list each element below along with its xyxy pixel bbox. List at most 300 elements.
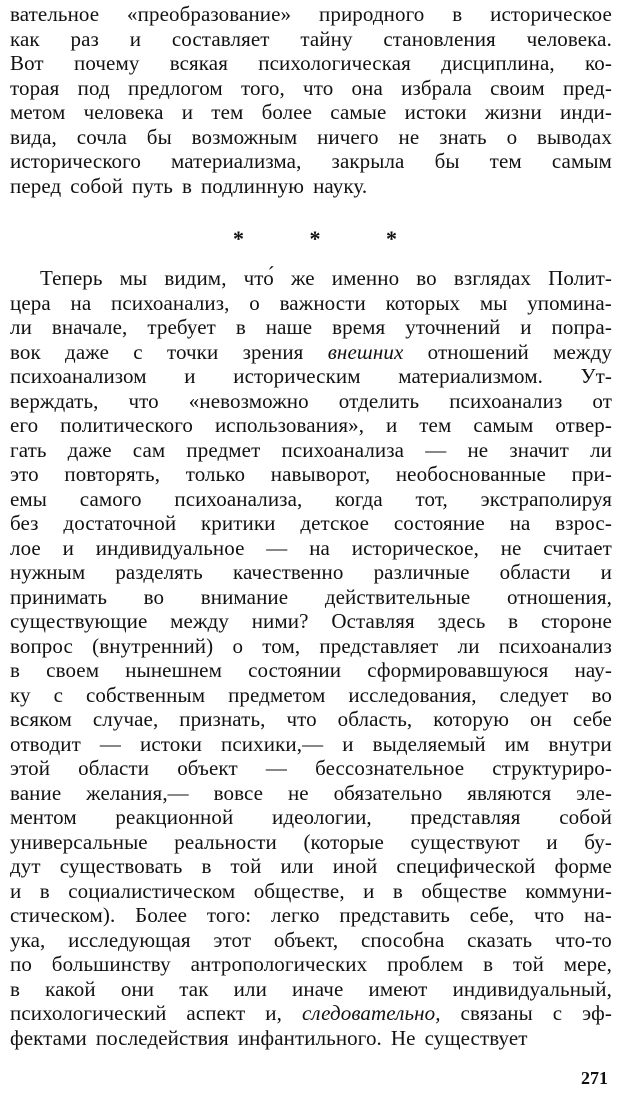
- word: обязательно: [333, 780, 443, 805]
- word: своем: [46, 658, 100, 682]
- word: взрос-: [555, 511, 612, 535]
- word: сам: [132, 437, 166, 462]
- word: по: [10, 952, 32, 976]
- word: точки: [166, 339, 219, 364]
- word: социалистическом: [68, 878, 236, 903]
- word: отвер-: [555, 413, 612, 437]
- text-line: [10, 2, 612, 27]
- word: на-: [584, 903, 612, 927]
- word: связаны: [460, 1001, 533, 1025]
- word: вок: [10, 339, 41, 364]
- word: этой: [10, 756, 51, 780]
- word: универсальные: [10, 829, 148, 854]
- word: уточнений: [405, 315, 501, 339]
- word: самым: [473, 413, 534, 437]
- word: человека: [83, 100, 164, 124]
- word: стическом).: [10, 903, 116, 927]
- word: на: [70, 290, 92, 315]
- text-line: [10, 487, 612, 512]
- word: использования»,: [214, 413, 365, 437]
- word: бы: [434, 149, 460, 173]
- text-line: [10, 1001, 612, 1026]
- word: же: [290, 266, 315, 290]
- word: вание: [10, 780, 62, 805]
- word: и: [600, 560, 612, 584]
- word: принимать: [10, 584, 108, 609]
- word: с: [53, 682, 64, 707]
- word: инфантильного.: [237, 1025, 382, 1050]
- word: коммуни-: [525, 878, 612, 903]
- text-line: [10, 854, 612, 879]
- text-line: [10, 27, 612, 52]
- word: существует: [424, 1025, 528, 1050]
- word: мере,: [563, 952, 612, 976]
- word: материализмом.: [398, 364, 543, 388]
- word: путь: [132, 173, 173, 198]
- word: внешних: [327, 339, 404, 364]
- word: требует: [147, 315, 216, 339]
- word: ними?: [251, 609, 309, 633]
- word: области: [499, 560, 571, 584]
- word: или: [280, 854, 314, 878]
- word: природного: [319, 2, 425, 26]
- section-separator: * * *: [233, 226, 427, 251]
- word: эф-: [582, 1001, 612, 1025]
- word: что-то: [554, 927, 612, 952]
- word: состоянии: [248, 658, 342, 682]
- word: взглядах: [453, 266, 532, 290]
- word: психоанализ: [449, 388, 563, 413]
- word: сформировавшуюся: [367, 658, 549, 682]
- word: составляет: [171, 26, 270, 51]
- word: стороне: [540, 609, 612, 633]
- word: ли: [10, 315, 32, 339]
- word: тем: [211, 100, 244, 124]
- word: форме: [554, 854, 612, 878]
- word: тем: [489, 149, 522, 173]
- word: даже: [67, 437, 112, 462]
- word: во: [416, 266, 437, 290]
- word: тот,: [415, 486, 448, 511]
- word: вательное: [10, 2, 100, 26]
- text-line: [10, 609, 612, 634]
- text-line: [10, 536, 612, 561]
- word: бы: [146, 124, 172, 149]
- word: пред-: [562, 75, 612, 100]
- word: лое: [10, 535, 41, 560]
- word: иной: [332, 854, 378, 878]
- word: раз: [70, 26, 99, 51]
- word: от: [592, 388, 612, 413]
- word: идеологии,: [272, 805, 372, 829]
- word: в: [508, 609, 519, 633]
- word: ли: [590, 437, 612, 462]
- word: метом: [10, 100, 66, 124]
- word: внимание: [200, 584, 289, 609]
- word: не: [398, 124, 420, 149]
- text-line: [10, 511, 612, 536]
- text-line: [10, 266, 612, 291]
- word: той: [512, 952, 544, 976]
- word: психики,—: [221, 731, 324, 756]
- word: зрения: [242, 339, 304, 364]
- word: (внутренний): [92, 633, 214, 658]
- word: обществе,: [253, 878, 345, 903]
- word: и: [363, 878, 375, 903]
- word: им: [504, 731, 530, 756]
- word: разделять: [115, 560, 203, 584]
- text-line: [10, 76, 612, 101]
- word: на: [309, 535, 330, 560]
- word: представляет: [319, 633, 439, 658]
- word: знать: [439, 124, 487, 149]
- word: вопрос: [10, 633, 73, 658]
- text-line: [10, 830, 612, 855]
- word: —: [99, 731, 121, 756]
- word: почему: [73, 51, 140, 75]
- word: самым: [551, 149, 612, 173]
- word: его: [10, 413, 39, 437]
- word: последействия: [95, 1025, 229, 1050]
- word: объект,: [273, 927, 339, 952]
- word: навыворот,: [270, 462, 371, 486]
- word: именно: [331, 266, 400, 290]
- word: собой: [70, 173, 124, 198]
- word: Ут-: [580, 364, 612, 388]
- word: в: [10, 976, 21, 1001]
- word: верждать,: [10, 388, 99, 413]
- word: тайну: [300, 26, 353, 51]
- word: «невозможно: [188, 388, 309, 413]
- word: критики: [200, 511, 276, 535]
- text-line: [10, 658, 612, 683]
- word: в: [483, 952, 494, 976]
- word: бу-: [584, 829, 612, 854]
- word: выделяемый: [372, 731, 486, 756]
- word: психоанализа,: [174, 486, 303, 511]
- word: человека.: [526, 26, 612, 51]
- word: необоснованные: [395, 462, 546, 486]
- text-line: [10, 413, 612, 438]
- word: без: [10, 511, 39, 535]
- word: о: [232, 633, 244, 658]
- word: торая: [10, 75, 60, 100]
- word: эле-: [576, 780, 612, 805]
- word: выводах: [537, 124, 612, 149]
- word: исследования,: [348, 682, 477, 707]
- word: область,: [337, 707, 413, 731]
- word: Вот: [10, 51, 44, 75]
- word: Более: [135, 903, 188, 927]
- word: и: [386, 413, 398, 437]
- word: не: [467, 437, 489, 462]
- word: внутри: [548, 731, 612, 756]
- word: науку.: [313, 173, 368, 198]
- word: что: [128, 388, 159, 413]
- word: психоанализом: [10, 364, 147, 388]
- word: себе: [572, 707, 612, 731]
- word: отделить: [338, 388, 420, 413]
- text-line: [10, 340, 612, 365]
- word: самые: [330, 100, 387, 124]
- word: области: [78, 756, 150, 780]
- word: собой: [559, 805, 612, 829]
- word: существуют: [410, 829, 520, 854]
- word: ку: [10, 682, 31, 707]
- word: себе,: [469, 903, 515, 927]
- word: Полит-: [548, 266, 612, 290]
- word: и: [520, 315, 532, 339]
- word: нужным: [10, 560, 86, 584]
- word: и,: [265, 1001, 282, 1025]
- word: с: [552, 1001, 563, 1025]
- text-line: [10, 732, 612, 757]
- word: избрала: [401, 75, 472, 100]
- word: достаточной: [63, 511, 177, 535]
- word: специфической: [396, 854, 536, 878]
- word: (которые: [303, 829, 384, 854]
- word: том,: [262, 633, 301, 658]
- word: психоанализ,: [110, 290, 230, 315]
- word: и: [62, 535, 74, 560]
- word: историческим: [233, 364, 361, 388]
- word: попра-: [551, 315, 612, 339]
- word: психологический: [10, 1001, 167, 1025]
- word: между: [170, 609, 229, 633]
- word: в: [235, 315, 246, 339]
- word: предлогом: [127, 75, 223, 100]
- page-number: 271: [581, 1068, 608, 1088]
- text-line: [10, 805, 612, 830]
- word: даже: [65, 339, 110, 364]
- word: закрыла: [331, 149, 405, 173]
- word: существовать: [59, 854, 183, 878]
- word: сказать: [467, 927, 533, 952]
- word: проблем: [387, 952, 464, 976]
- text-line: [10, 585, 612, 610]
- word: Оставляя: [331, 609, 415, 633]
- word: так: [179, 976, 209, 1001]
- word: что: [303, 75, 334, 100]
- word: «преобразование»: [127, 2, 292, 26]
- text-line: [10, 100, 612, 125]
- word: и: [546, 829, 558, 854]
- text-line: [10, 634, 612, 659]
- word: индивидуальное: [95, 535, 245, 560]
- word: имеют: [368, 976, 428, 1001]
- word: упомина-: [527, 290, 612, 315]
- word: психоанализ: [498, 633, 612, 658]
- word: представить: [339, 903, 450, 927]
- text-line: [10, 707, 612, 732]
- word: аспект: [186, 1001, 246, 1025]
- word: дисциплина,: [441, 51, 555, 75]
- word: важности: [279, 290, 366, 315]
- word: вовсе: [213, 780, 264, 805]
- word: ли: [457, 633, 480, 658]
- word: они: [120, 976, 155, 1001]
- text-line: [10, 683, 612, 708]
- text-line: [10, 462, 612, 487]
- text-line: [10, 315, 612, 340]
- text-line: [10, 389, 612, 414]
- word: под: [77, 75, 110, 100]
- word: считает: [543, 535, 612, 560]
- word: в: [10, 658, 21, 682]
- word: большинству: [51, 952, 171, 976]
- word: становления: [383, 26, 496, 51]
- word: вначале,: [51, 315, 128, 339]
- word: и: [129, 26, 142, 51]
- word: она: [351, 75, 383, 100]
- word: гать: [10, 437, 47, 462]
- word: возможным: [191, 124, 298, 149]
- word: исторического: [10, 149, 141, 173]
- word: ничего: [317, 124, 379, 149]
- word: при-: [571, 462, 612, 486]
- word: вида,: [10, 124, 57, 149]
- word: или: [233, 976, 267, 1001]
- word: предметом: [228, 682, 326, 707]
- word: объект: [177, 756, 238, 780]
- word: психологическая: [258, 51, 411, 75]
- word: в: [181, 173, 192, 198]
- word: жизни: [484, 100, 542, 124]
- text-line: [10, 756, 612, 781]
- word: тем: [419, 413, 452, 437]
- word: цера: [10, 290, 51, 315]
- text-line: [10, 977, 612, 1002]
- word: подлинную: [200, 173, 305, 198]
- word: на: [509, 511, 531, 535]
- word: когда: [335, 486, 383, 511]
- word: легко: [271, 903, 320, 927]
- word: которых: [385, 290, 461, 315]
- word: политического: [60, 413, 194, 437]
- word: обществе: [421, 878, 507, 903]
- text-line: [10, 928, 612, 953]
- word: признать,: [179, 707, 266, 731]
- word: самого: [79, 486, 142, 511]
- word: психоанализа: [281, 437, 405, 462]
- word: что: [533, 903, 565, 927]
- word: не: [500, 535, 522, 560]
- word: предмет: [186, 437, 261, 462]
- word: отношения,: [506, 584, 612, 609]
- word: собственным: [86, 682, 206, 707]
- word: ука,: [10, 927, 46, 952]
- word: реальности: [174, 829, 277, 854]
- word: качественно: [232, 560, 344, 584]
- word: нау-: [574, 658, 612, 682]
- word: с: [133, 339, 143, 364]
- word: истоки: [404, 100, 467, 124]
- text-line: [10, 174, 612, 199]
- word: дут: [10, 854, 41, 878]
- word: —: [266, 535, 288, 560]
- word: того,: [241, 75, 285, 100]
- word: своим: [490, 75, 545, 100]
- word: более: [261, 100, 313, 124]
- word: случае,: [92, 707, 159, 731]
- word: индивидуальный,: [452, 976, 612, 1001]
- word: способна: [360, 927, 445, 952]
- word: историческое,: [351, 535, 479, 560]
- word: время: [332, 315, 386, 339]
- word: которую: [433, 707, 510, 731]
- word: детское: [300, 511, 369, 535]
- word: отводит: [10, 731, 81, 756]
- word: являются: [467, 780, 552, 805]
- word: не: [287, 780, 309, 805]
- word: —: [265, 756, 287, 780]
- word: исследующая: [68, 927, 191, 952]
- word: инди-: [560, 100, 612, 124]
- word: той: [230, 854, 262, 878]
- word: всяком: [10, 707, 72, 731]
- word: в: [392, 878, 403, 903]
- word: экстраполируя: [480, 486, 612, 511]
- word: во: [591, 682, 612, 707]
- word: следует: [499, 682, 569, 707]
- word: он: [530, 707, 552, 731]
- word: действительные: [324, 584, 471, 609]
- text-line: [10, 1026, 612, 1051]
- word: это: [10, 462, 39, 486]
- word: реакционной: [115, 805, 234, 829]
- word: в: [201, 854, 212, 878]
- word: и: [342, 731, 354, 756]
- text-line: [10, 125, 612, 150]
- word: между: [553, 339, 612, 364]
- text-line: [10, 560, 612, 585]
- word: мы: [479, 290, 508, 315]
- word: мы: [119, 266, 148, 290]
- word: —: [425, 437, 447, 462]
- text-line: [10, 149, 612, 174]
- word: сочла: [76, 124, 127, 149]
- word: в: [39, 878, 50, 903]
- word: значит: [509, 437, 569, 462]
- word: и: [10, 878, 22, 903]
- text-line: [10, 51, 612, 76]
- text-line: [10, 903, 612, 928]
- word: во: [143, 584, 165, 609]
- word: о: [506, 124, 518, 149]
- word: бессознательное: [315, 756, 465, 780]
- word: повторять,: [64, 462, 161, 486]
- word: того:: [206, 903, 252, 927]
- paragraph-1: [10, 2, 612, 198]
- text-line: [10, 952, 612, 977]
- word: емы: [10, 486, 48, 511]
- word: историческое: [490, 2, 612, 26]
- word: Теперь: [40, 266, 103, 290]
- text-line: [10, 364, 612, 389]
- text-line: [10, 291, 612, 316]
- word: ко-: [585, 51, 612, 75]
- word: представляя: [410, 805, 521, 829]
- word: материализма,: [171, 149, 302, 173]
- word: и: [181, 100, 194, 124]
- text-line: [10, 781, 612, 806]
- word: в: [452, 2, 463, 26]
- word: антропологических: [190, 952, 368, 976]
- word: различные: [373, 560, 470, 584]
- word: нынешнем: [125, 658, 222, 682]
- word: этот: [213, 927, 252, 952]
- word: структуриро-: [492, 756, 612, 780]
